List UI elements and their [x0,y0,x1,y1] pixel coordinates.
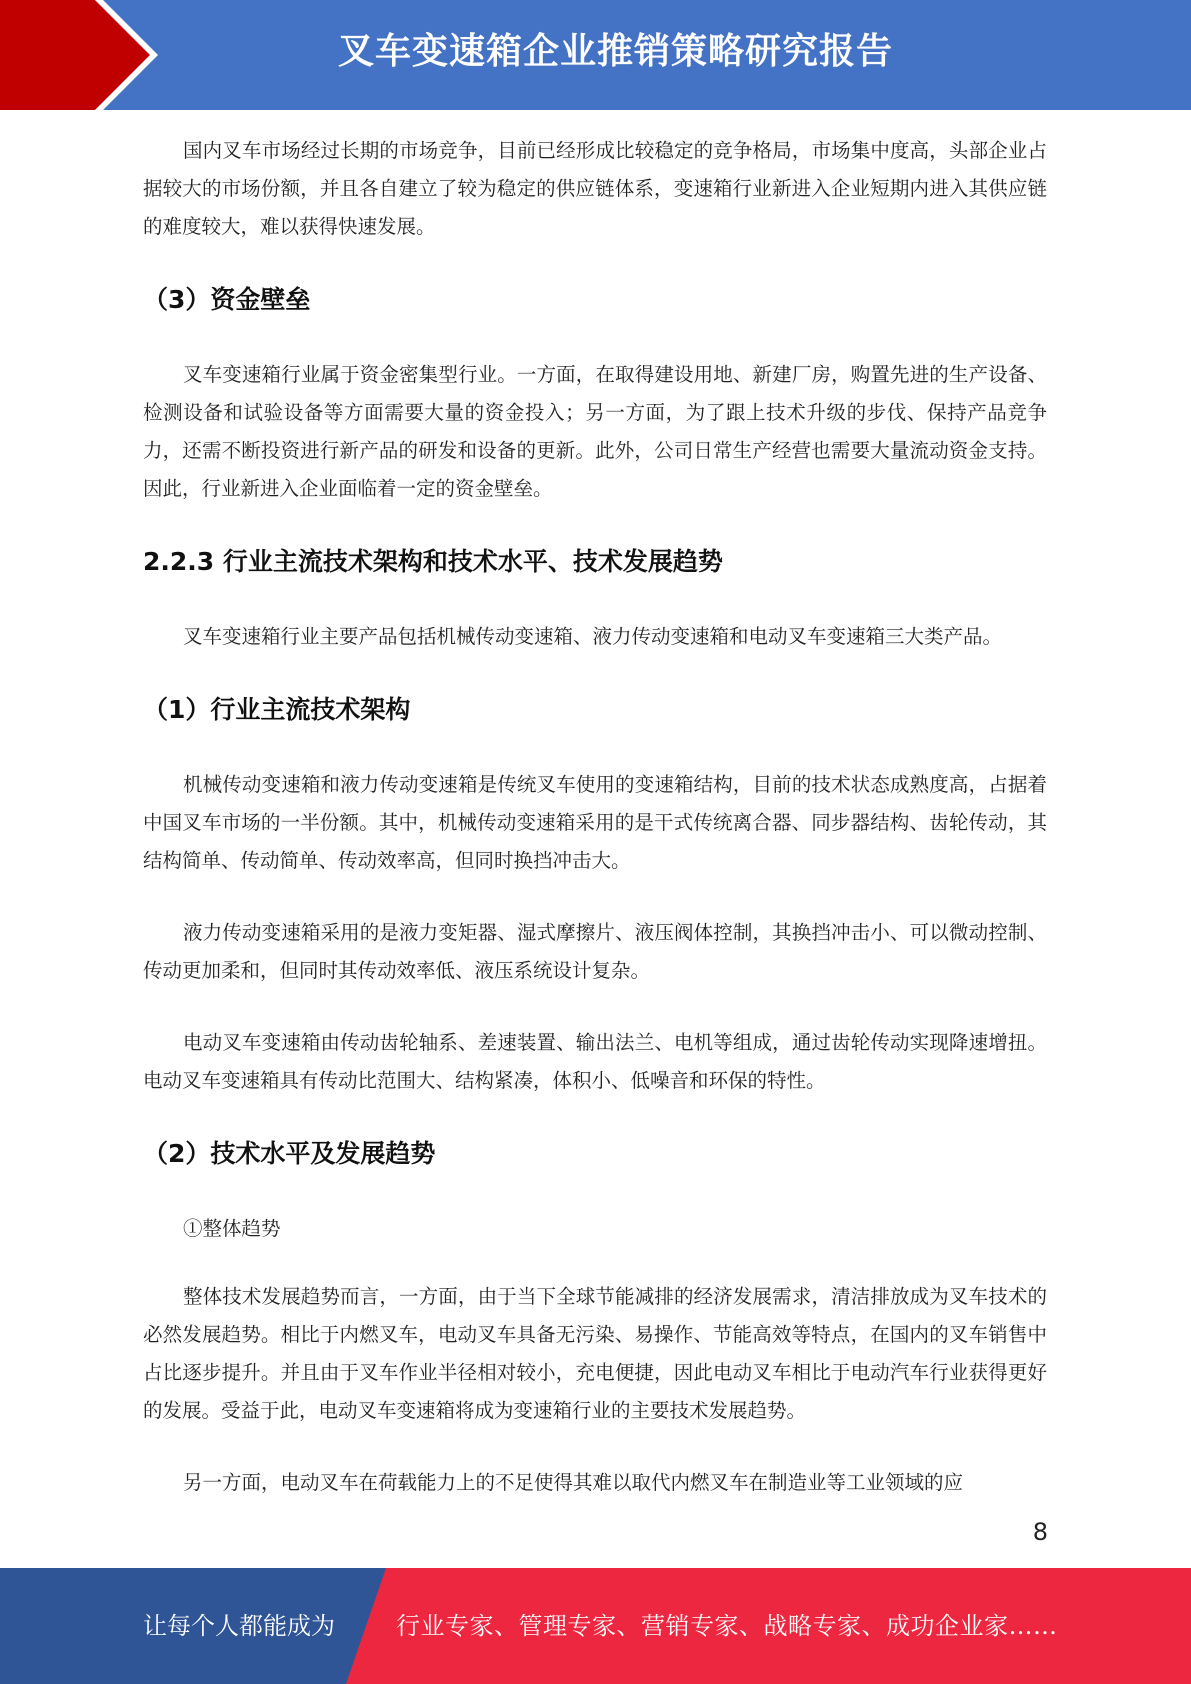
paragraph-products: 叉车变速箱行业主要产品包括机械传动变速箱、液力传动变速箱和电动叉车变速箱三大类产品。 [183,625,1003,648]
paragraph-hydraulic: 液力传动变速箱采用的是液力变矩器、湿式摩擦片、液压阀体控制，其换挡冲击小、可以微动控制、传动更加柔和，但同时其传动效率低、液压系统设计复杂。 [143,921,1047,982]
report-title: 叉车变速箱企业推销策略研究报告 [337,31,893,72]
section-heading-2-2-3: 2.2.3 行业主流技术架构和技术水平、技术发展趋势 [143,547,723,576]
paragraph-overall-trend: 整体技术发展趋势而言，一方面，由于当下全球节能减排的经济发展需求，清洁排放成为叉车技术的必然发展趋势。相比于内燃叉车，电动叉车具备无污染、易操作、节能高效等特点，在国内的叉车销售中占比逐步提升。并且由于叉车作业半径相对较小，充电便捷，因此电动叉车相比于电动汽车行业获得更好的发展。受益于此，电动叉车变速箱将成为变速箱行业的主要技术发展趋势。 [143,1285,1047,1422]
item-overall-trend: ①整体趋势 [183,1217,281,1240]
page-number: 8 [1032,1518,1048,1546]
heading-tech-trend: （2）技术水平及发展趋势 [143,1139,436,1168]
heading-tech-architecture: （1）行业主流技术架构 [143,695,411,724]
heading-capital-barrier: （3）资金壁垒 [143,285,311,314]
paragraph-load-capacity: 另一方面，电动叉车在荷载能力上的不足使得其难以取代内燃叉车在制造业等工业领域的应 [183,1471,964,1494]
page-header [0,0,1191,110]
paragraph-mechanical-hydraulic: 机械传动变速箱和液力传动变速箱是传统叉车使用的变速箱结构，目前的技术状态成熟度高，占据着中国叉车市场的一半份额。其中，机械传动变速箱采用的是干式传统离合器、同步器结构、齿轮传动，其结构简单、传动简单、传动效率高，但同时换挡冲击大。 [143,773,1047,872]
paragraph-electric: 电动叉车变速箱由传动齿轮轴系、差速装置、输出法兰、电机等组成，通过齿轮传动实现降速增扭。电动叉车变速箱具有传动比范围大、结构紧凑，体积小、低噪音和环保的特性。 [143,1031,1047,1092]
document-body [143,132,1047,1536]
paragraph-supply-chain: 国内叉车市场经过长期的市场竞争，目前已经形成比较稳定的竞争格局，市场集中度高，头部企业占据较大的市场份额，并且各自建立了较为稳定的供应链体系，变速箱行业新进入企业短期内进入其供应链的难度较大，难以获得快速发展。 [143,139,1047,238]
paragraph-capital: 叉车变速箱行业属于资金密集型行业。一方面，在取得建设用地、新建厂房，购置先进的生产设备、检测设备和试验设备等方面需要大量的资金投入；另一方面，为了跟上技术升级的步伐、保持产品竞争力，还需不断投资进行新产品的研发和设备的更新。此外，公司日常生产经营也需要大量流动资金支持。因此，行业新进入企业面临着一定的资金壁垒。 [143,363,1047,500]
footer-slogan-left: 让每个人都能成为 [143,1612,335,1640]
header-arrow-decoration [0,0,160,110]
page-footer [0,1568,1191,1684]
footer-slogan-right: 行业专家、管理专家、营销专家、战略专家、成功企业家…… [396,1612,1058,1640]
